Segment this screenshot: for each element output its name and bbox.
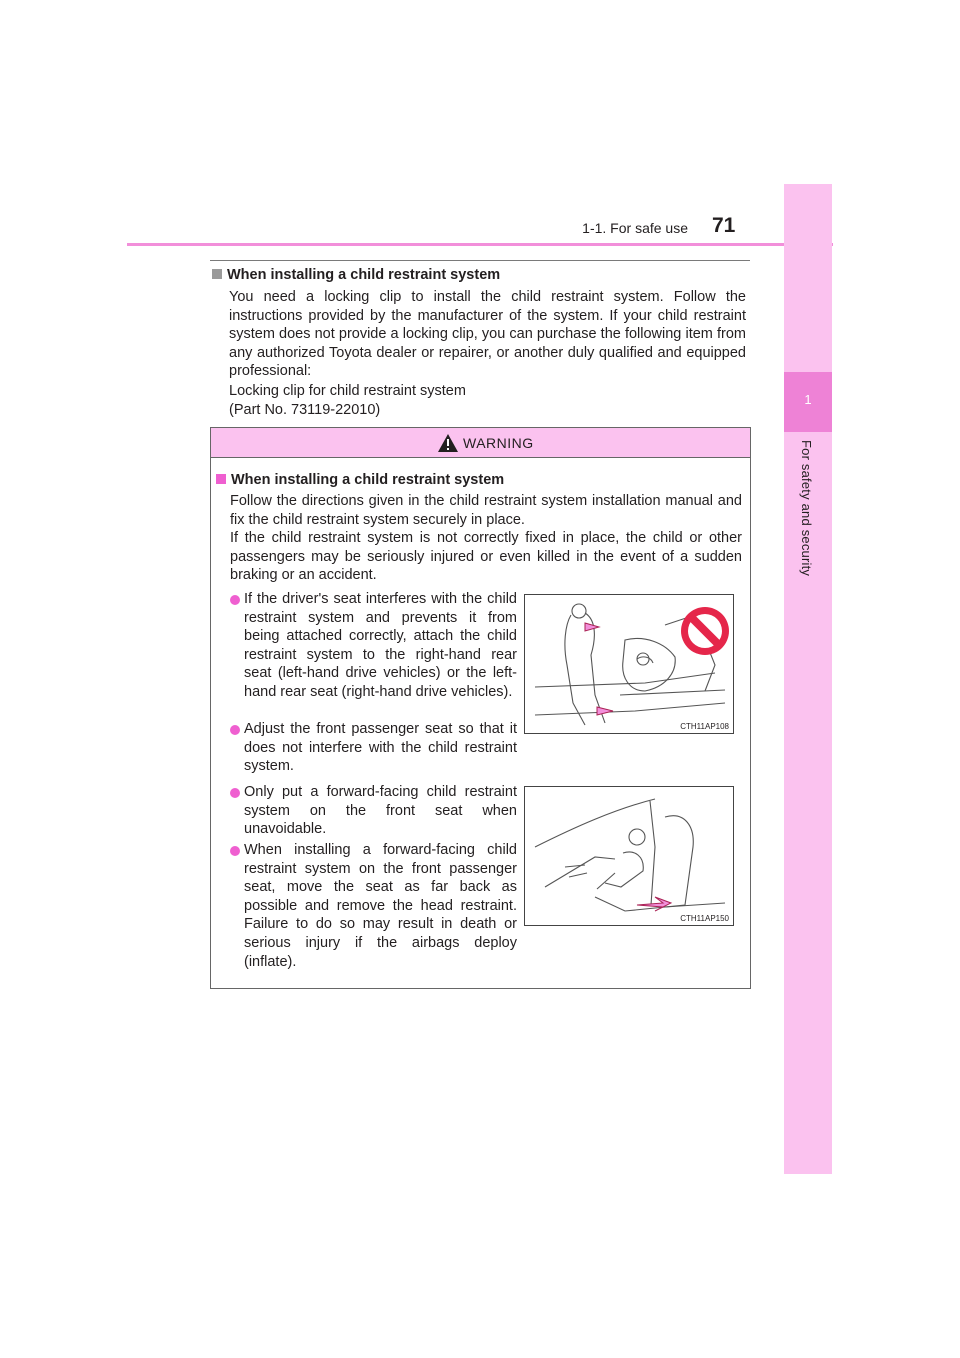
warning-header [211,428,750,458]
chapter-number: 1 [804,392,812,407]
bullet-dot-icon [230,788,240,798]
part-name: Locking clip for child restraint system [229,383,466,399]
warning-heading [216,472,504,488]
warning-bullet: Only put a forward-facing child restraint system on the front seat when unavoidable. [230,783,517,839]
bullet-dot-icon [230,725,240,735]
warning-bullet: Adjust the front passenger seat so that it does not interfere with the child restraint system. [230,720,517,776]
part-number-block [229,382,746,419]
bullet-dot-icon [230,846,240,856]
header-divider [127,243,833,246]
illustration-driver-seat-interference [524,594,734,734]
square-bullet-icon [216,474,226,484]
warning-bullet: When installing a forward-facing child restraint system on the front passenger seat, move the seat as far back as possible and remove the head restraint. Failure to do so may result in death or serious injury if the airbags deploy (inflate). [230,841,517,971]
section-heading [212,267,500,283]
chapter-number-tab [784,372,832,432]
illustration-forward-facing-seat [524,786,734,926]
bullet-dot-icon [230,595,240,605]
chapter-label: For safety and security [799,440,814,577]
content-divider [210,260,750,261]
child-seat-illustration [525,787,733,925]
warning-title: WARNING [463,435,534,451]
figure-code: CTH11AP150 [680,914,729,923]
warning-triangle-icon [438,434,458,452]
part-number: (Part No. 73119-22010) [229,401,381,418]
page-number: 71 [712,214,736,237]
seat-illustration [525,595,733,733]
warning-paragraph-2: If the child restraint system is not correctly fixed in place, the child or other passengers may be seriously injured or even killed in the event of a sudden braking or an accident. [230,530,742,584]
warning-paragraphs [230,492,742,585]
section-title: 1-1. For safe use [582,220,688,236]
body-paragraph: You need a locking clip to install the child restraint system. Follow the instructions provided by the manufacturer of the system. If your child restraint system does not provide a locking clip, you can purchase the following item from any authorized Toyota dealer or repairer, or another duly qualified and equipped professional: [229,289,746,380]
section-heading-text: When installing a child restraint system [227,267,501,283]
warning-heading-text: When installing a child restraint system [231,472,505,488]
warning-bullet: If the driver's seat interferes with the child restraint system and prevents it from being attached correctly, attach the child restraint system to the right-hand rear seat (left-hand drive vehicles) or the left-hand rear seat (right-hand drive vehicles). [230,590,517,702]
square-bullet-icon [212,269,222,279]
warning-paragraph-1: Follow the directions given in the child restraint system installation manual and fix the child restraint system securely in place. [230,493,742,528]
figure-code: CTH11AP108 [680,722,729,731]
